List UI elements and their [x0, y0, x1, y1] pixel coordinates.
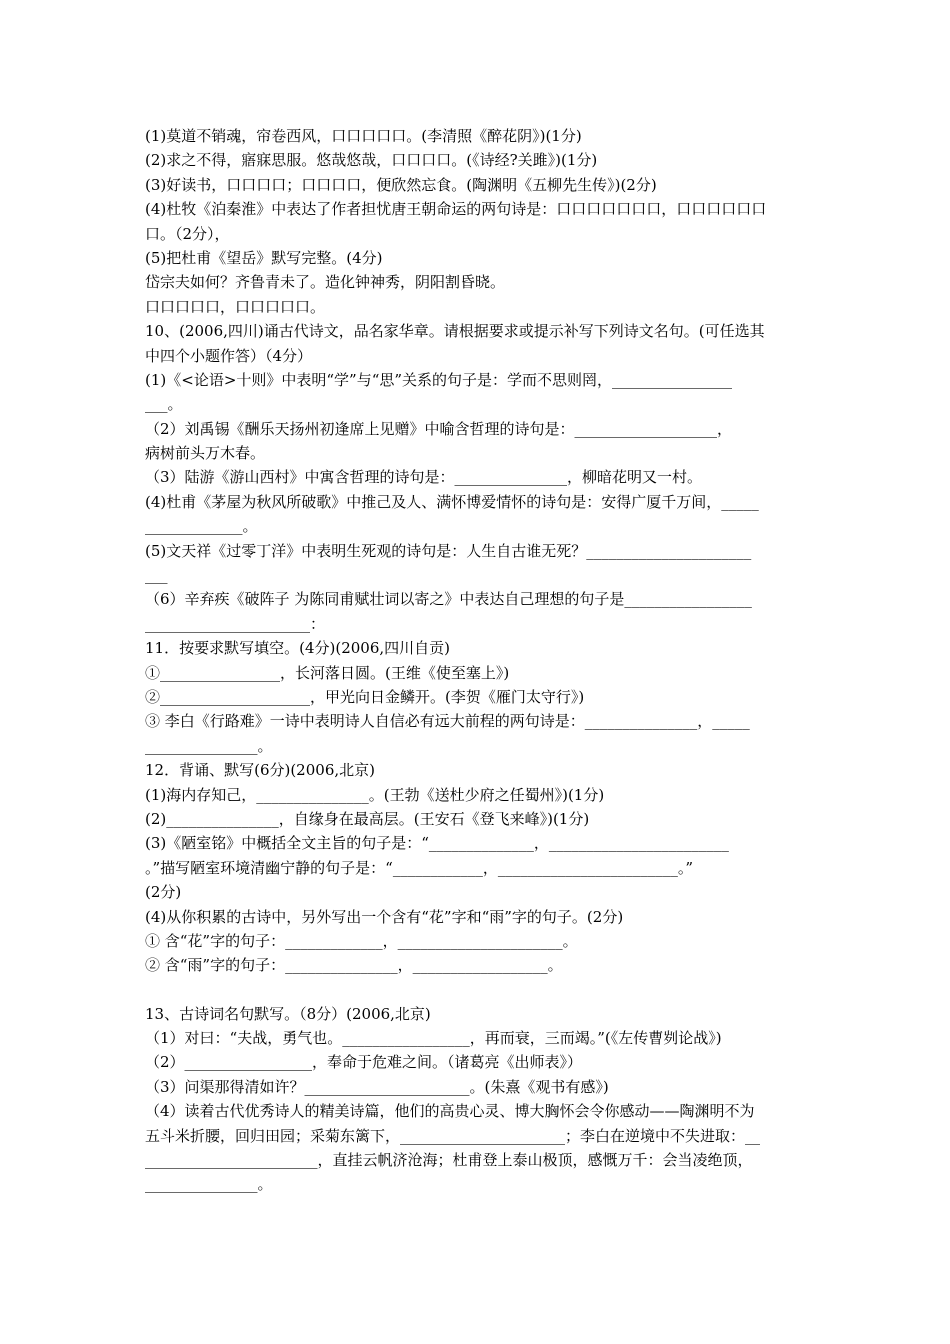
text-line: ①________________，长河落日圆。(王维《使至塞上》) [145, 663, 510, 682]
text-line: (3)《陋室铭》中概括全文主旨的句子是：“______________，________________________ [145, 834, 729, 853]
text-line: 13、古诗词名句默写。（8分）(2006,北京) [145, 1004, 431, 1023]
text-line: 口。（2分）， [145, 224, 230, 243]
text-line: _______________。 [145, 736, 273, 755]
text-line: ③ 李白《行路难》一诗中表明诗人自信必有远大前程的两句诗是：_______________，_____ [145, 712, 750, 731]
text-line: （3）问渠那得清如许？______________________。(朱熹《观书有感》) [145, 1077, 609, 1096]
text-line: (1)莫道不销魂，帘卷西风，口口口口口。(李清照《醉花阴》)(1分) [145, 127, 582, 145]
text-line: (2分) [145, 883, 182, 902]
text-line: (5)把杜甫《望岳》默写完整。(4分) [145, 248, 383, 267]
text-line: ___ [145, 566, 168, 585]
text-line: 。”描写陋室环境清幽宁静的句子是：“____________，________________________。” [145, 858, 694, 877]
text-line: 五斗米折腰，回归田园；采菊东篱下，______________________；李白在逆境中不失进取：__ [145, 1126, 761, 1145]
text-line: （2）_________________，奉命于危难之间。（诸葛亮《出师表》） [145, 1053, 583, 1072]
document-body [145, 124, 809, 1197]
text-line: ②____________________，甲光向日金鳞开。(李贺《雁门太守行》) [145, 687, 585, 706]
text-line: （1）对曰：“夫战，勇气也。_________________，再而衰，三而竭。”(《左传曹刿论战》) [145, 1029, 722, 1048]
text-line: 口口口口口，口口口口口。 [145, 297, 326, 316]
text-line: 岱宗夫如何？齐鲁青未了。造化钟神秀，阴阳割昏晓。 [145, 273, 506, 292]
text-line: ② 含“雨”字的句子：_______________，__________________。 [145, 956, 563, 975]
text-line: （4）读着古代优秀诗人的精美诗篇，他们的高贵心灵、博大胸怀会令你感动——陶渊明不为 [145, 1102, 755, 1121]
text-line: (4)杜甫《茅屋为秋风所破歌》中推己及人、满怀博爱情怀的诗句是：安得广厦千万间，_____ [145, 492, 759, 511]
text-line: 中四个小题作答）（4分） [145, 346, 313, 365]
text-line: 病树前头万木春。 [145, 444, 266, 463]
text-line: 10、(2006,四川)诵古代诗文，品名家华章。请根据要求或提示补写下列诗文名句。(可任选其 [145, 322, 765, 341]
text-line: (1)《<论语>十则》中表明“学”与“思”关系的句子是：学而不思则罔，________________ [145, 370, 733, 389]
text-line: 11．按要求默写填空。(4分)(2006,四川自贡) [145, 639, 450, 658]
text-line: _____________。 [145, 517, 258, 536]
text-line: (4)杜牧《泊秦淮》中表达了作者担忧唐王朝命运的两句诗是：口口口口口口口，口口口口口口 [145, 200, 767, 219]
text-line: (3)好读书，口口口口；口口口口，便欣然忘食。(陶渊明《五柳先生传》)(2分) [145, 175, 657, 194]
text-line: ___。 [145, 395, 183, 414]
text-line: _______________。 [145, 1175, 273, 1194]
text-line: （6）辛弃疾《破阵子 为陈同甫赋壮词以寄之》中表达自己理想的句子是_________________ [145, 590, 752, 609]
text-line: (1)海内存知己，_______________。(王勃《送杜少府之任蜀州》)(1分) [145, 785, 605, 804]
text-line: (5)文天祥《过零丁洋》中表明生死观的诗句是：人生自古谁无死？______________________ [145, 541, 752, 560]
text-line: (4)从你积累的古诗中，另外写出一个含有“花”字和“雨”字的句子。(2分) [145, 907, 624, 926]
text-line: (2)_______________，自缘身在最高层。(王安石《登飞来峰》)(1分) [145, 809, 590, 828]
text-line: 12．背诵、默写(6分)(2006,北京) [145, 761, 375, 780]
text-line: _______________________，直挂云帆济沧海；杜甫登上泰山极顶，感慨万千：会当凌绝顶， [145, 1151, 753, 1170]
text-line: ① 含“花”字的句子：_____________，______________________。 [145, 931, 578, 950]
text-line: ______________________： [145, 614, 326, 633]
text-line: （3）陆游《游山西村》中寓含哲理的诗句是：_______________，柳暗花明又一村。 [145, 468, 703, 487]
text-line [145, 978, 809, 1002]
text-line: (2)求之不得，寤寐思服。悠哉悠哉，口口口口。(《诗经?关雎》)(1分) [145, 151, 598, 170]
text-line: （2）刘禹锡《酬乐天扬州初逢席上见赠》中喻含哲理的诗句是：___________________， [145, 419, 733, 438]
